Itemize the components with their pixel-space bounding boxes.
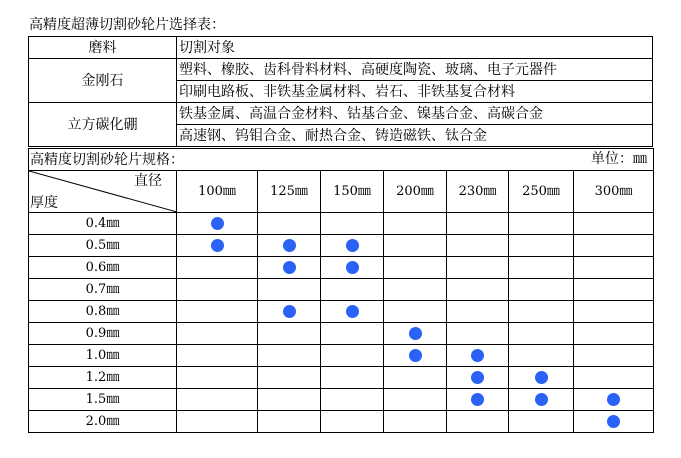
table-row [29,103,653,125]
available-dot-icon [409,327,422,340]
available-dot-icon [535,371,548,384]
available-dot-icon [346,261,359,274]
available-dot-icon [471,349,484,362]
table-row [29,279,654,301]
thickness-cell: 1.2㎜ [29,367,177,389]
available-dot-icon [607,415,620,428]
availability-cell [321,213,384,235]
availability-cell [321,389,384,411]
availability-cell [509,301,574,323]
availability-cell [321,345,384,367]
availability-cell [509,411,574,433]
table-row [29,323,654,345]
availability-cell [574,279,654,301]
availability-cell [384,345,447,367]
corner-row-label: 厚度 [30,195,58,211]
unit-label: 单位：㎜ [591,151,647,167]
thickness-cell: 0.4㎜ [29,213,177,235]
availability-cell [321,367,384,389]
diameter-header-row [29,171,654,213]
availability-cell [509,389,574,411]
corner-column-label: 直径 [134,173,162,189]
availability-cell [574,389,654,411]
availability-cell [447,345,509,367]
available-dot-icon [283,305,296,318]
availability-cell [509,367,574,389]
availability-cell [321,279,384,301]
availability-cell [177,301,258,323]
availability-cell [258,301,321,323]
available-dot-icon [346,239,359,252]
availability-cell [177,411,258,433]
available-dot-icon [211,217,224,230]
table-row [29,213,654,235]
available-dot-icon [471,393,484,406]
spec-table-title: 高精度切割砂轮片规格： [30,151,184,168]
available-dot-icon [607,393,620,406]
availability-cell [258,279,321,301]
available-dot-icon [471,371,484,384]
availability-cell [177,257,258,279]
availability-cell [574,235,654,257]
availability-cell [574,257,654,279]
target-cell: 塑料、橡胶、齿科骨料材料、高硬度陶瓷、玻璃、电子元器件 [177,59,653,81]
available-dot-icon [211,239,224,252]
corner-cell [29,171,177,213]
availability-cell [177,345,258,367]
availability-cell [447,389,509,411]
availability-cell [321,257,384,279]
diameter-header: 230㎜ [447,171,509,213]
availability-cell [447,213,509,235]
available-dot-icon [346,305,359,318]
thickness-cell: 0.9㎜ [29,323,177,345]
table-row [29,59,653,81]
availability-cell [574,323,654,345]
availability-cell [447,323,509,345]
availability-cell [509,257,574,279]
availability-cell [258,389,321,411]
availability-cell [258,411,321,433]
table-row [29,257,654,279]
target-cell: 铁基金属、高温合金材料、钴基合金、镍基合金、高碳合金 [177,103,653,125]
availability-cell [447,279,509,301]
availability-cell [321,411,384,433]
selection-table [28,36,653,147]
diameter-header: 250㎜ [509,171,574,213]
available-dot-icon [409,349,422,362]
available-dot-icon [283,239,296,252]
header-abrasive: 磨料 [29,37,177,59]
thickness-cell: 0.8㎜ [29,301,177,323]
available-dot-icon [535,393,548,406]
availability-cell [384,301,447,323]
table-row [29,389,654,411]
availability-cell [258,235,321,257]
available-dot-icon [283,261,296,274]
header-target: 切割对象 [177,37,653,59]
table-row [29,301,654,323]
spec-title-cell [29,149,654,171]
thickness-cell: 1.5㎜ [29,389,177,411]
availability-cell [509,345,574,367]
availability-cell [447,411,509,433]
thickness-cell: 0.7㎜ [29,279,177,301]
availability-cell [177,367,258,389]
table-row [29,367,654,389]
table-row [29,411,654,433]
availability-cell [574,213,654,235]
availability-cell [447,235,509,257]
availability-cell [509,323,574,345]
abrasive-diamond: 金刚石 [29,59,177,103]
availability-cell [177,279,258,301]
availability-cell [384,367,447,389]
diameter-header: 150㎜ [321,171,384,213]
availability-cell [509,279,574,301]
diameter-header: 300㎜ [574,171,654,213]
availability-cell [574,301,654,323]
availability-cell [321,235,384,257]
availability-cell [384,279,447,301]
availability-cell [574,367,654,389]
spec-title-row [29,149,654,171]
availability-cell [321,301,384,323]
table-row [29,235,654,257]
spec-table [28,148,654,433]
target-cell: 高速钢、钨钼合金、耐热合金、铸造磁铁、钛合金 [177,125,653,147]
selection-header-row [29,37,653,59]
availability-cell [509,235,574,257]
table-row [29,345,654,367]
thickness-cell: 1.0㎜ [29,345,177,367]
availability-cell [574,345,654,367]
availability-cell [177,389,258,411]
availability-cell [258,257,321,279]
availability-cell [258,367,321,389]
target-cell: 印刷电路板、非铁基金属材料、岩石、非铁基复合材料 [177,81,653,103]
availability-cell [384,411,447,433]
diameter-header: 200㎜ [384,171,447,213]
diameter-header: 125㎜ [258,171,321,213]
diameter-header: 100㎜ [177,171,258,213]
availability-cell [509,213,574,235]
abrasive-cbn: 立方碳化硼 [29,103,177,147]
availability-cell [447,301,509,323]
availability-cell [321,323,384,345]
availability-cell [258,323,321,345]
availability-cell [177,235,258,257]
selection-table-title: 高精度超薄切割砂轮片选择表： [29,17,225,33]
availability-cell [384,257,447,279]
availability-cell [574,411,654,433]
thickness-cell: 2.0㎜ [29,411,177,433]
availability-cell [384,235,447,257]
availability-cell [447,257,509,279]
thickness-cell: 0.6㎜ [29,257,177,279]
availability-cell [384,323,447,345]
thickness-cell: 0.5㎜ [29,235,177,257]
availability-cell [177,213,258,235]
availability-cell [447,367,509,389]
availability-cell [177,323,258,345]
availability-cell [258,213,321,235]
availability-cell [384,213,447,235]
availability-cell [384,389,447,411]
availability-cell [258,345,321,367]
